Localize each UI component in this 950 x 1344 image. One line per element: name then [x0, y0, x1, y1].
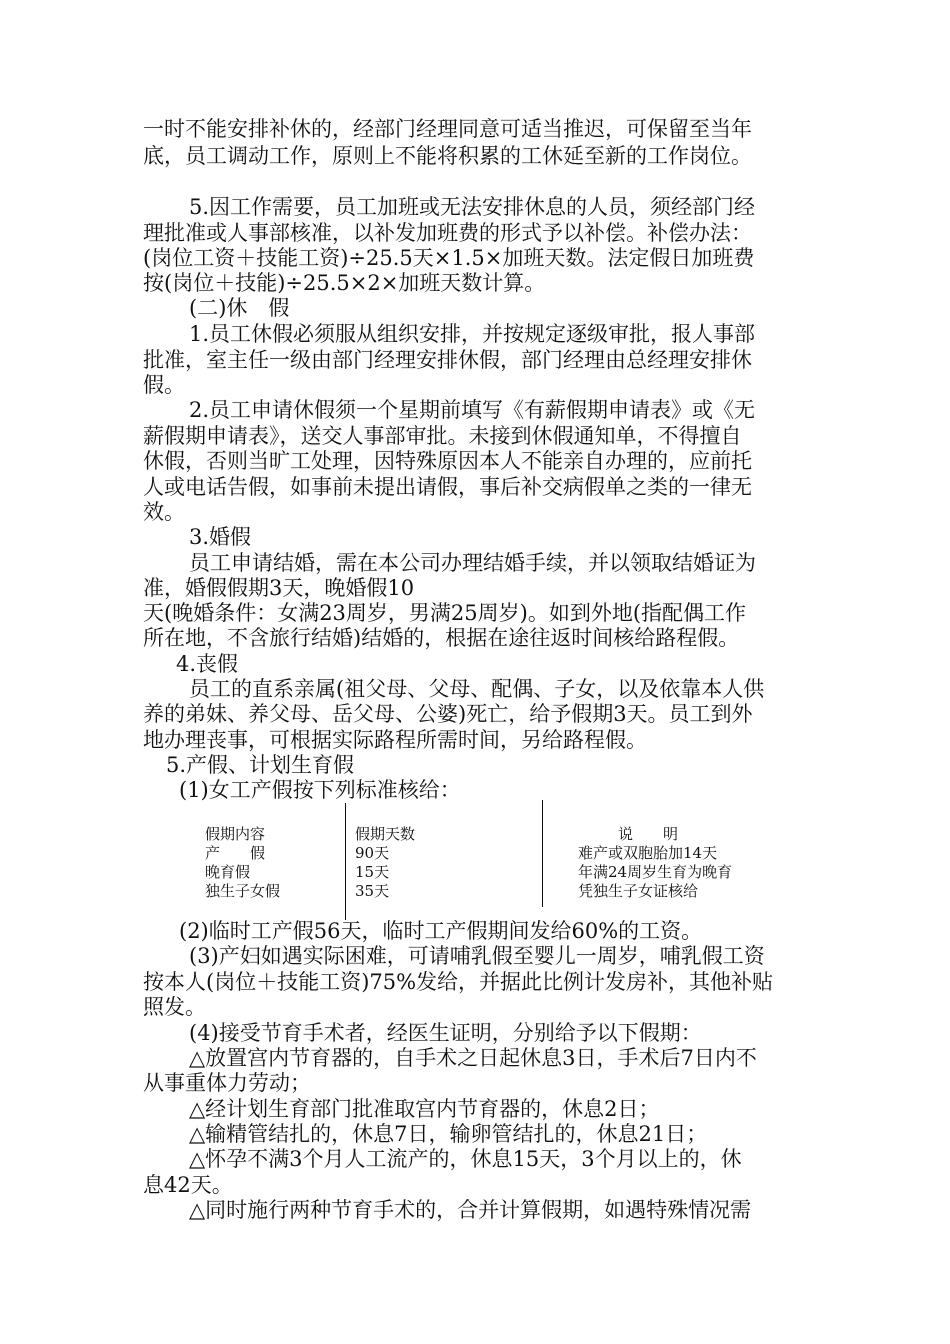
text-line: 从事重体力劳动；	[143, 1071, 311, 1095]
section-heading: 3.婚假	[189, 525, 252, 549]
table-cell: 35天	[355, 882, 390, 900]
section-heading: (二)休 假	[189, 296, 290, 320]
table-cell: 凭独生子女证核给	[578, 882, 699, 900]
text-line: 照发。	[143, 995, 206, 1019]
table-header: 假期内容	[205, 825, 266, 843]
table-cell: 产 假	[205, 844, 266, 862]
text-line: 2.员工申请休假须一个星期前填写《有薪假期申请表》或《无	[189, 398, 756, 422]
text-line: 所在地，不含旅行结婚)结婚的，根据在途往返时间核给路程假。	[143, 626, 740, 650]
text-line: (4)接受节育手术者，经医生证明，分别给予以下假期：	[189, 1021, 702, 1045]
table-header: 说 明	[618, 825, 679, 843]
text-line: (2)临时工产假56天，临时工产假期间发给60%的工资。	[179, 919, 703, 943]
text-line: 人或电话告假，如事前未提出请假，事后补交病假单之类的一律无	[143, 475, 752, 499]
text-line: 一时不能安排补休的，经部门经理同意可适当推迟，可保留至当年	[143, 117, 752, 141]
text-line: (1)女工产假按下列标准核给：	[179, 778, 461, 802]
text-line: 休假，否则当旷工处理，因特殊原因本人不能亲自办理的，应前托	[143, 449, 752, 473]
text-line: △同时施行两种节育手术的，合并计算假期，如遇特殊情况需	[189, 1198, 752, 1222]
table-divider	[542, 800, 543, 907]
table-cell: 晚育假	[205, 863, 251, 881]
text-line: (岗位工资＋技能工资)÷25.5天×1.5×加班天数。法定假日加班费	[143, 246, 755, 270]
table-cell: 90天	[355, 844, 390, 862]
text-line: 养的弟妹、养父母、岳父母、公婆)死亡，给予假期3天。员工到外	[143, 702, 753, 726]
table-cell: 年满24周岁生育为晚育	[578, 863, 733, 881]
text-line: △经计划生育部门批准取宫内节育器的，休息2日；	[189, 1097, 660, 1121]
text-line: 按本人(岗位＋技能工资)75%发给，并据此比例计发房补，其他补贴	[143, 970, 774, 994]
text-line: 假。	[143, 373, 185, 397]
text-line: △输精管结扎的，休息7日，输卵管结扎的，休息21日；	[189, 1122, 708, 1146]
text-line: 理批准或人事部核准，以补发加班费的形式予以补偿。补偿办法：	[143, 221, 752, 245]
text-line: (3)产妇如遇实际困难，可请哺乳假至婴儿一周岁，哺乳假工资	[189, 944, 765, 968]
table-cell: 独生子女假	[205, 882, 281, 900]
text-line: 效。	[143, 500, 185, 524]
text-line: 天(晚婚条件：女满23周岁，男满25周岁)。如到外地(指配偶工作	[143, 601, 747, 625]
text-line: 薪假期申请表》，送交人事部审批。未接到休假通知单，不得擅自	[143, 424, 742, 448]
text-line: 地办理丧事，可根据实际路程所需时间，另给路程假。	[143, 728, 647, 752]
text-line: 员工的直系亲属(祖父母、父母、配偶、子女，以及依靠本人供	[189, 677, 765, 701]
section-heading: 5.产假、计划生育假	[166, 753, 355, 777]
text-line: 准，婚假假期3天，晚婚假10	[143, 576, 415, 600]
table-divider	[345, 803, 346, 920]
table-cell: 难产或双胞胎加14天	[578, 844, 718, 862]
text-line: 批准，室主任一级由部门经理安排休假，部门经理由总经理安排休	[143, 348, 752, 372]
text-line: △怀孕不满3个月人工流产的，休息15天，3个月以上的，休	[189, 1147, 742, 1171]
text-line: 员工申请结婚，需在本公司办理结婚手续，并以领取结婚证为	[189, 551, 756, 575]
text-line: 按(岗位＋技能)÷25.5×2×加班天数计算。	[143, 271, 546, 295]
text-line: 息42天。	[143, 1173, 233, 1197]
text-line: 1.员工休假必须服从组织安排，并按规定逐级审批，报人事部	[189, 322, 756, 346]
text-line: △放置宫内节育器的，自手术之日起休息3日，手术后7日内不	[189, 1046, 757, 1070]
table-header: 假期天数	[355, 825, 416, 843]
section-heading: 4.丧假	[176, 652, 239, 676]
text-line: 5.因工作需要，员工加班或无法安排休息的人员，须经部门经	[189, 195, 756, 219]
text-line: 底，员工调动工作，原则上不能将积累的工休延至新的工作岗位。	[143, 144, 752, 168]
table-cell: 15天	[355, 863, 390, 881]
